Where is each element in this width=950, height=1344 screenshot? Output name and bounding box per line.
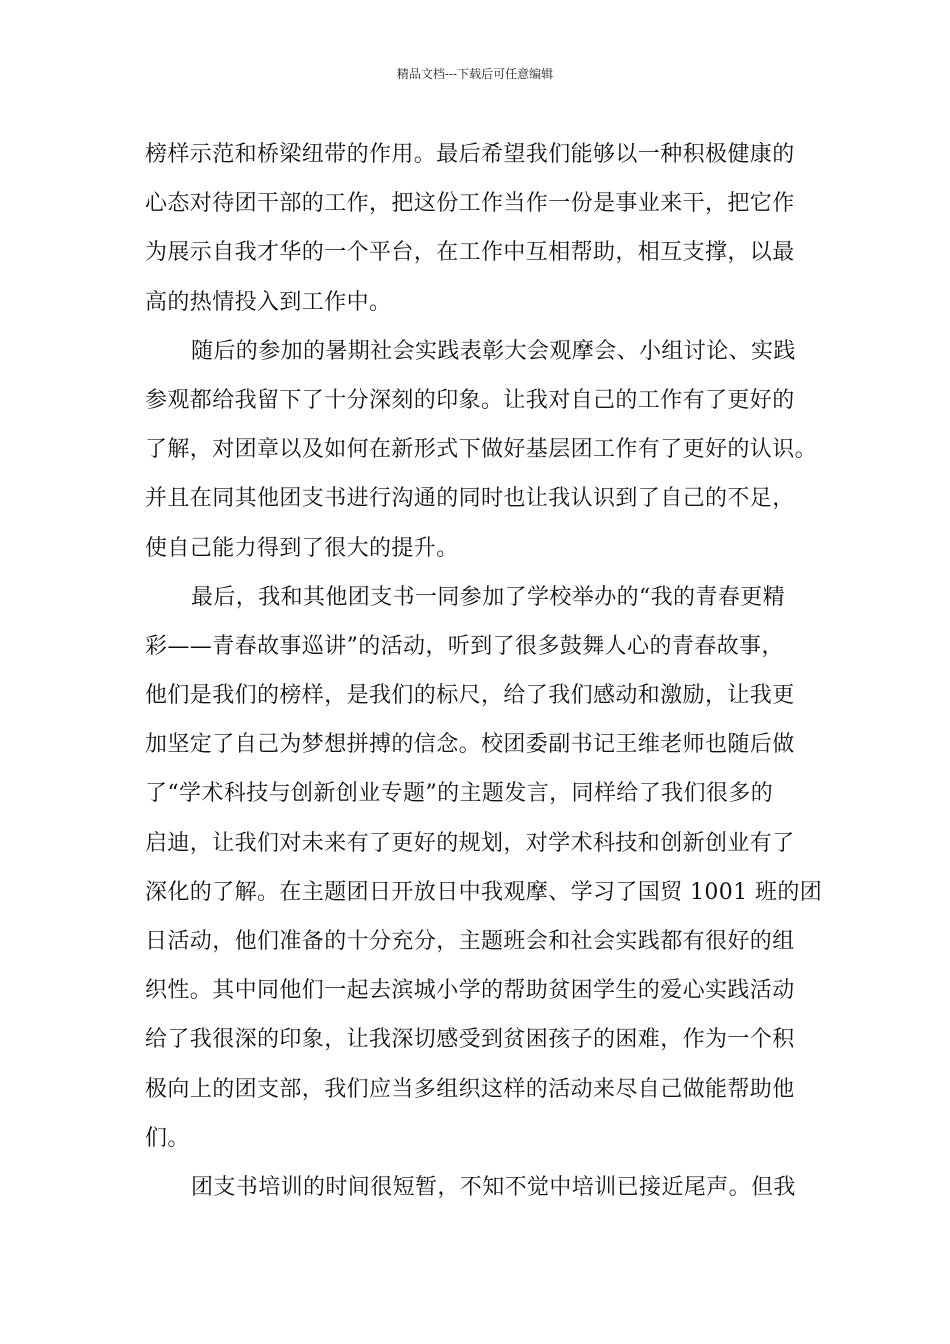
text-line: 加坚定了自己为梦想拼搏的信念。校团委副书记王维老师也随后做 (145, 732, 795, 758)
text-line: 启迪，让我们对未来有了更好的规划，对学术科技和创新创业有了 (145, 830, 795, 856)
text-line: 们。 (145, 1125, 190, 1151)
text-line: 给了我很深的印象，让我深切感受到贫困孩子的困难，作为一个积 (145, 1027, 795, 1053)
paragraph-first-line: 最后，我和其他团支书一同参加了学校举办的“我的青春更精 (191, 584, 786, 610)
text-line: 织性。其中同他们一起去滨城小学的帮助贫困学生的爱心实践活动 (145, 978, 795, 1004)
text-line: 深化的了解。在主题团日开放日中我观摩、学习了国贸 1001 班的团 (145, 879, 823, 905)
text-line: 他们是我们的榜样，是我们的标尺，给了我们感动和激励，让我更 (145, 683, 795, 709)
text-line: 日活动，他们准备的十分充分，主题班会和社会实践都有很好的组 (145, 929, 795, 954)
paragraph-first-line: 团支书培训的时间很短暂，不知不觉中培训已接近尾声。但我 (191, 1174, 796, 1200)
text-line: 了“学术科技与创新创业专题”的主题发言，同样给了我们很多的 (145, 781, 774, 807)
text-line: 使自己能力得到了很大的提升。 (145, 535, 459, 561)
text-line: 极向上的团支部，我们应当多组织这样的活动来尽自己做能帮助他 (145, 1076, 795, 1102)
text-line: 参观都给我留下了十分深刻的印象。让我对自己的工作有了更好的 (145, 387, 795, 413)
document-body (145, 130, 825, 1212)
text-line: 彩——青春故事巡讲”的活动，听到了很多鼓舞人心的青春故事， (145, 633, 784, 659)
text-line: 榜样示范和桥梁纽带的作用。最后希望我们能够以一种积极健康的 (145, 142, 795, 167)
text-line: 高的热情投入到工作中。 (145, 289, 392, 315)
text-line: 并且在同其他团支书进行沟通的同时也让我认识到了自己的不足， (145, 486, 795, 512)
text-line: 心态对待团干部的工作，把这份工作当作一份是事业来干，把它作 (145, 191, 795, 217)
paragraph-first-line: 随后的参加的暑期社会实践表彰大会观摩会、小组讨论、实践 (191, 338, 796, 364)
text-line: 为展示自我才华的一个平台，在工作中互相帮助，相互支撑，以最 (145, 240, 795, 266)
page-header: 精品文档---下载后可任意编辑 (396, 67, 554, 81)
text-line: 了解，对团章以及如何在新形式下做好基层团工作有了更好的认识。 (145, 437, 818, 463)
